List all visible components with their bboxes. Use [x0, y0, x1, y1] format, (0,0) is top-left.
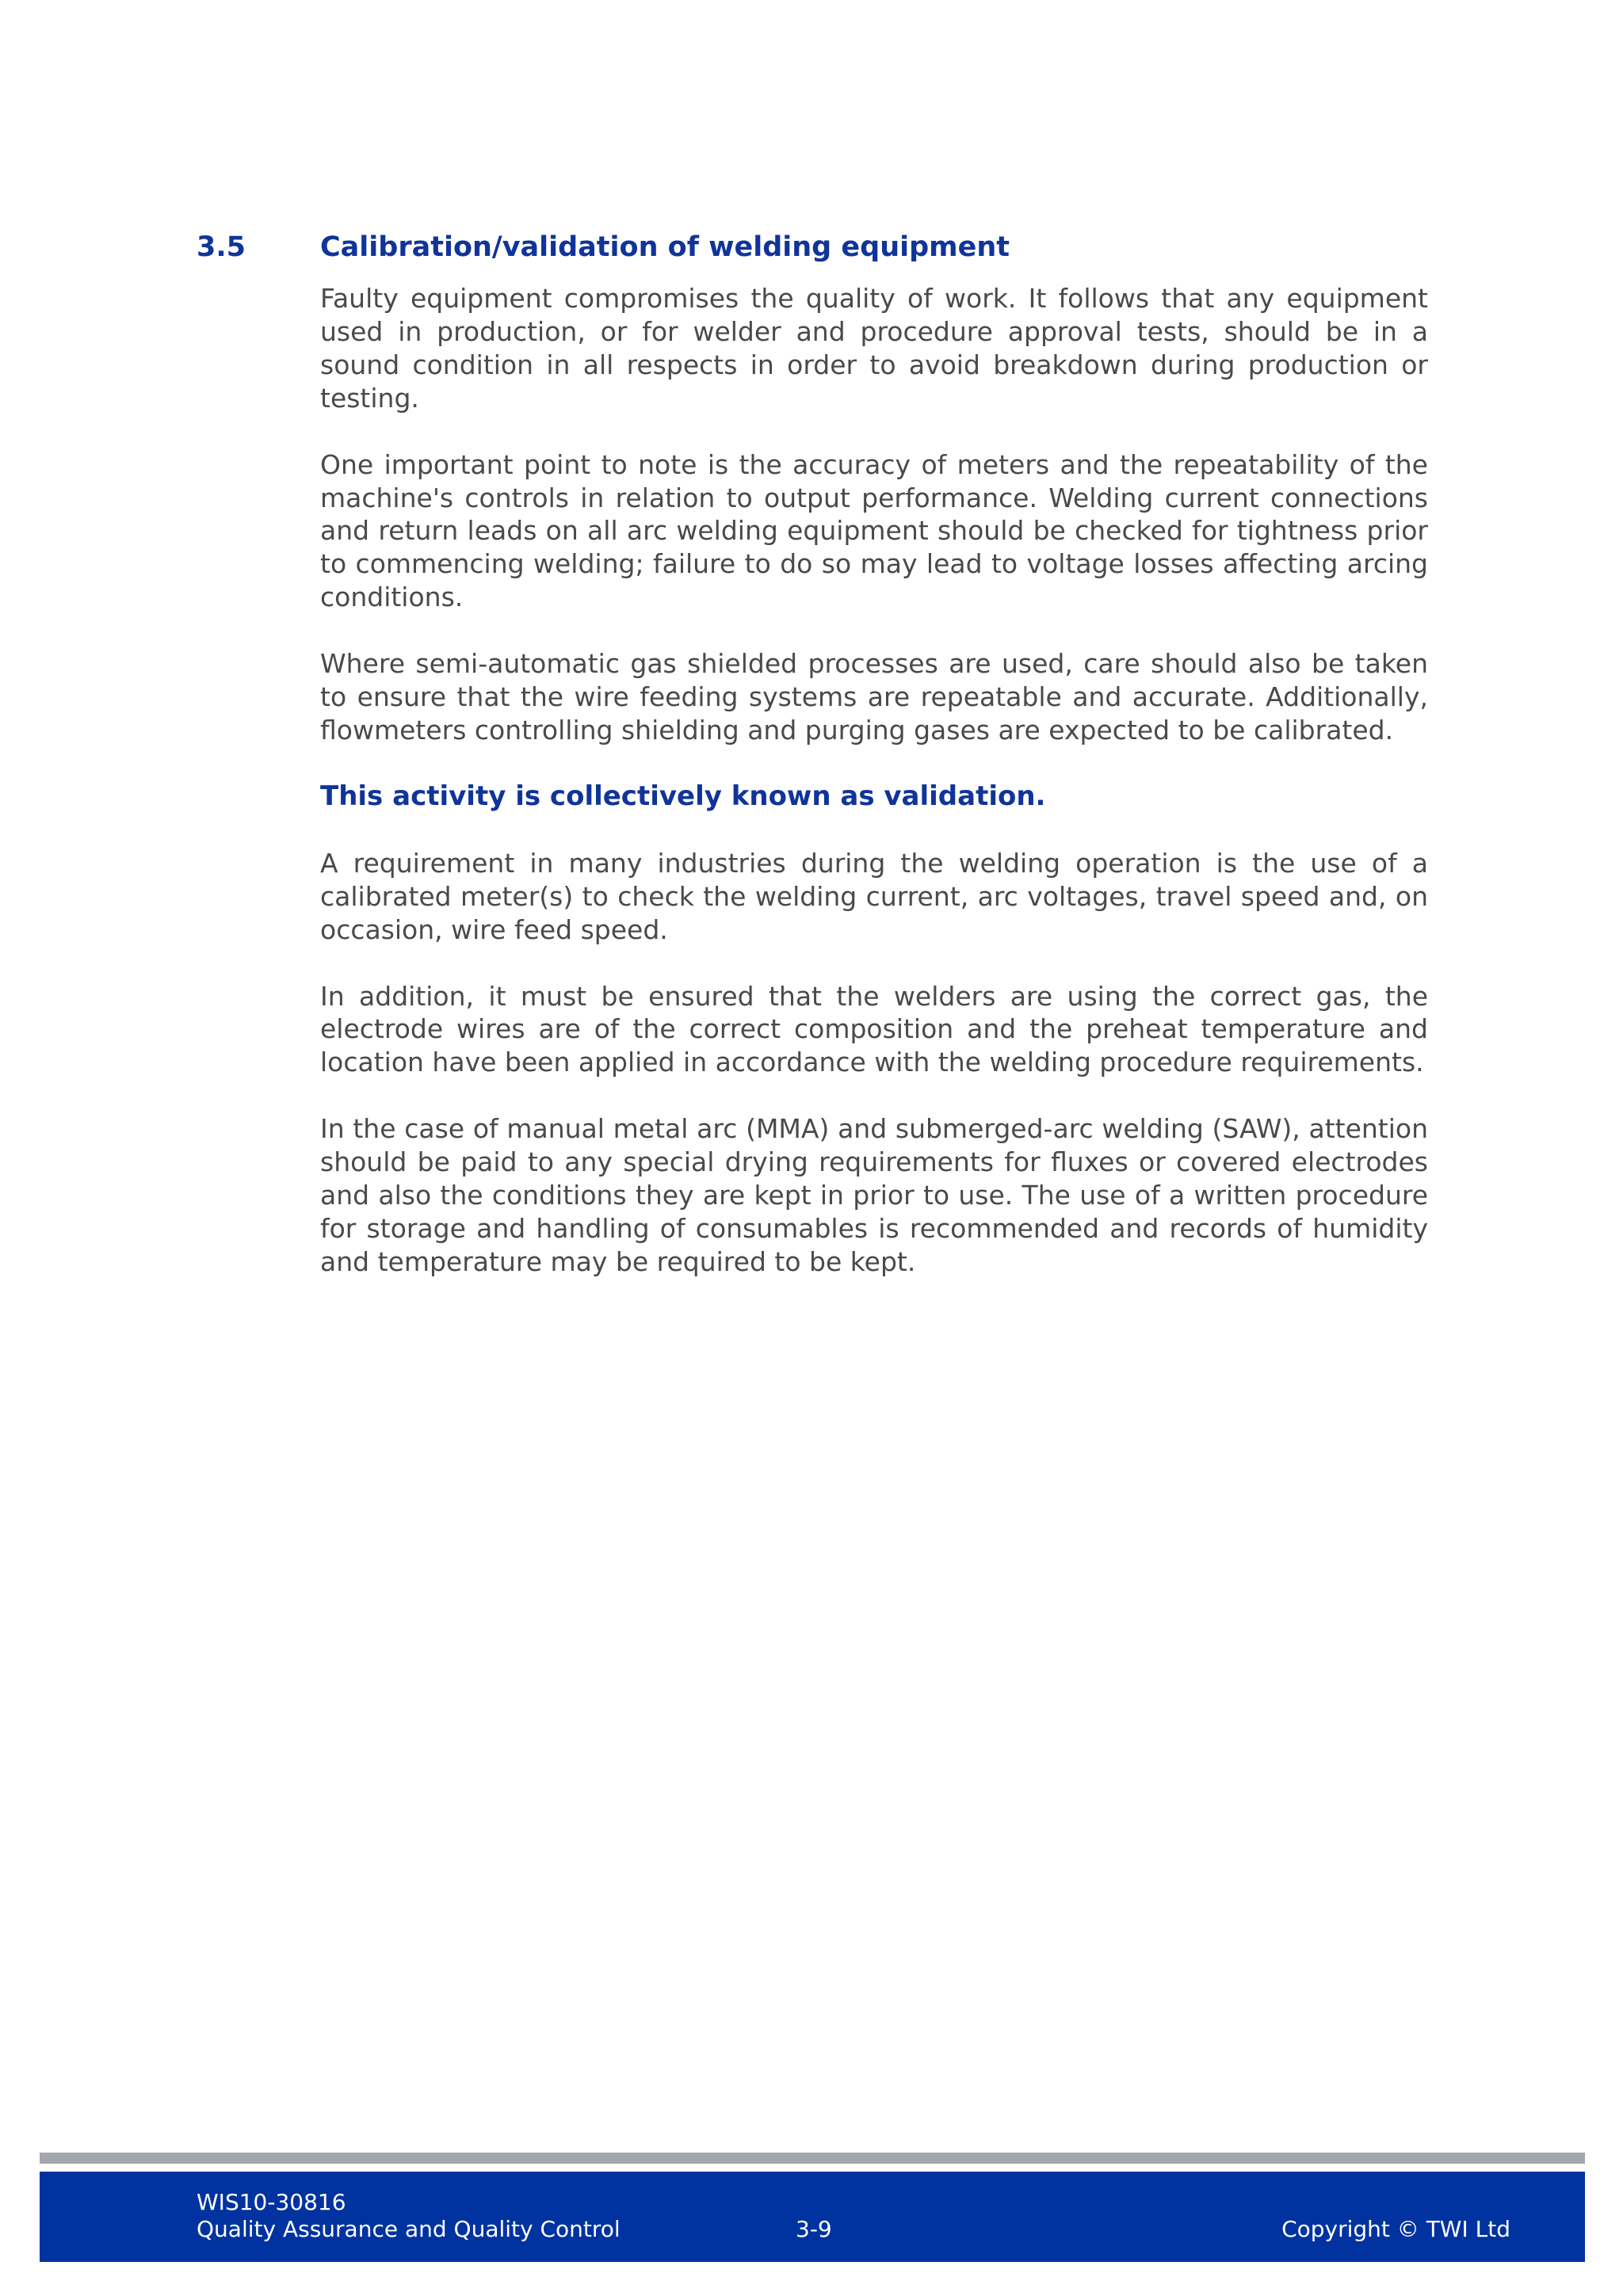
footer-document-id: WIS10-30816 — [197, 2189, 346, 2215]
section-title: Calibration/validation of welding equipment — [320, 231, 1010, 263]
section-number: 3.5 — [197, 231, 246, 263]
footer-copyright: Copyright © TWI Ltd — [1281, 2216, 1510, 2242]
emphasis-validation-statement: This activity is collectively known as validation. — [320, 780, 1046, 812]
section-body — [320, 282, 1428, 1312]
paragraph-faulty-equipment: Faulty equipment compromises the quality of work. It follows that any equipment used in production, or for welder and procedure approval tests, should be in a sound condition in all respects in order to avoid breakdown during production or testing. — [320, 283, 1428, 414]
footer-page-number: 3-9 — [796, 2216, 832, 2242]
paragraph-calibrated-meters: A requirement in many industries during the welding operation is the use of a calibrated meter(s) to check the welding current, arc voltages, travel speed and, on occasion, wire feed speed. — [320, 847, 1428, 945]
paragraph-correct-gas: In addition, it must be ensured that the welders are using the correct gas, the electrode wires are of the correct composition and the preheat temperature and location have been applied in accordance with the welding procedure requirements. — [320, 980, 1428, 1078]
paragraph-meter-accuracy: One important point to note is the accuracy of meters and the repeatability of the machine's controls in relation to output performance. Welding current connections and return leads on all arc welding equipment should be checked for tightness prior to commencing welding; failure to do so may lead to voltage losses affecting arcing conditions. — [320, 448, 1428, 613]
paragraph-semi-automatic-processes: Where semi-automatic gas shielded processes are used, care should also be taken to ensure that the wire feeding systems are repeatable and accurate. Additionally, flowmeters controlling shielding and purging gases are expected to be calibrated. — [320, 648, 1428, 746]
footer-divider — [40, 2153, 1585, 2164]
paragraph-consumable-storage: In the case of manual metal arc (MMA) and submerged-arc welding (SAW), attention should be paid to any special drying requirements for fluxes or covered electrodes and also the conditions they are kept in prior to use. The use of a written procedure for storage and handling of consumables is recommended and records of humidity and temperature may be required to be kept. — [320, 1113, 1428, 1277]
footer-document-title: Quality Assurance and Quality Control — [197, 2216, 621, 2242]
